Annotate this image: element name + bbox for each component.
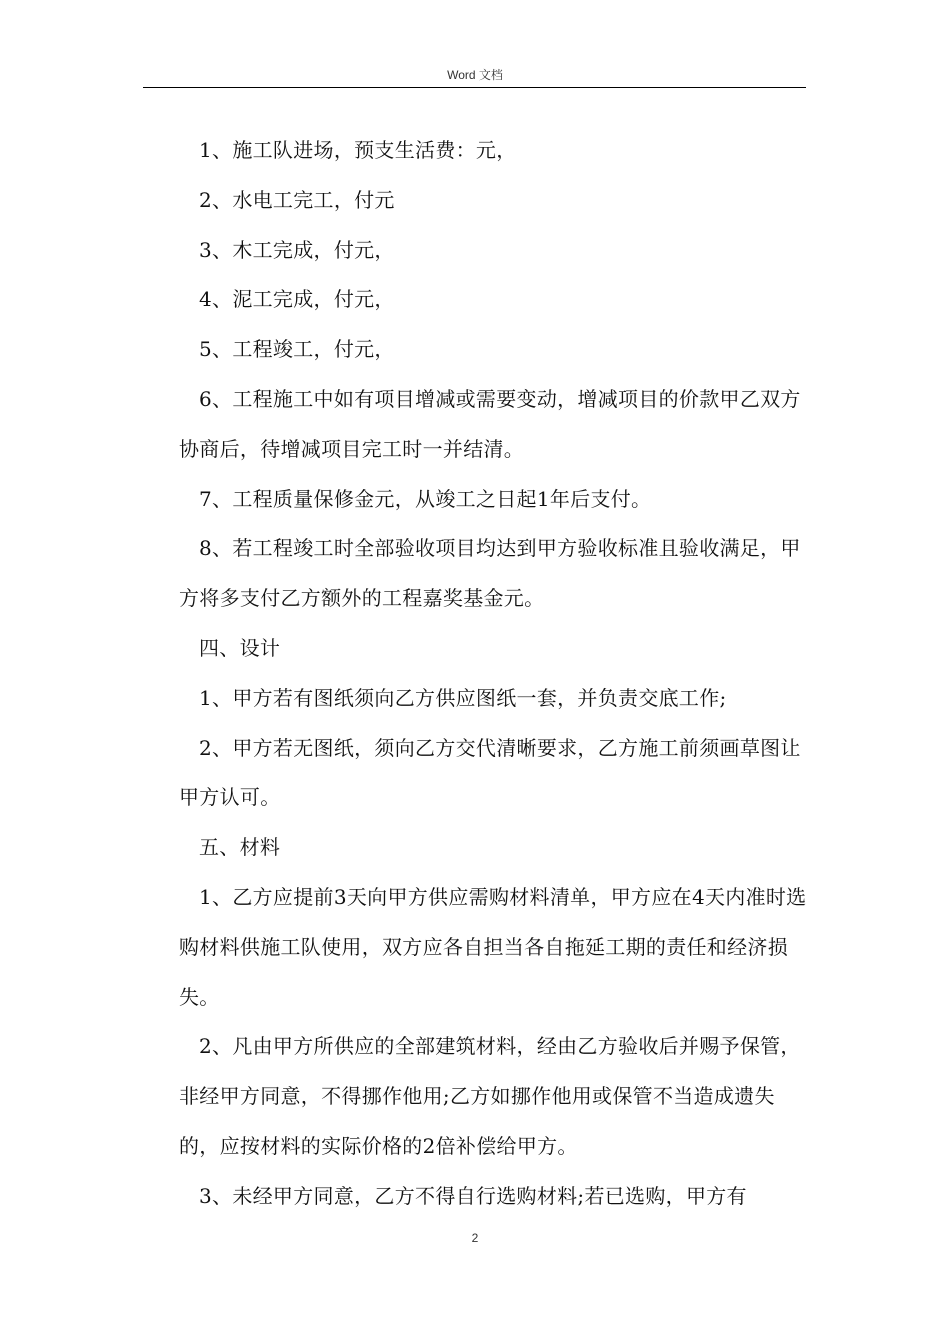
- paragraph-payment-6: 6、工程施工中如有项目增减或需要变动，增减项目的价款甲乙双方协商后，待增减项目完工时一并结清。: [179, 386, 801, 461]
- header-divider: [143, 87, 806, 88]
- paragraph-design-2: 2、甲方若无图纸，须向乙方交代清晰要求，乙方施工前须画草图让甲方认可。: [179, 735, 801, 810]
- paragraph-payment-3: 3、木工完成，付元，: [199, 237, 395, 262]
- paragraph-payment-2: 2、水电工完工，付元: [199, 187, 395, 212]
- paragraph-payment-5: 5、工程竣工，付元，: [199, 337, 395, 362]
- document-body: [179, 126, 809, 1222]
- paragraph-materials-1: 1、乙方应提前3天向甲方供应需购材料清单，甲方应在4天内准时选购材料供施工队使用，双方应各自担当各自拖延工期的责任和经济损失。: [179, 884, 807, 1009]
- section-heading-design: 四、设计: [199, 635, 281, 660]
- section-heading-materials: 五、材料: [199, 835, 281, 860]
- paragraph-payment-1: 1、施工队进场，预支生活费：元，: [199, 138, 517, 162]
- paragraph-payment-7: 7、工程质量保修金元，从竣工之日起1年后支付。: [199, 486, 652, 511]
- paragraph-payment-8: 8、若工程竣工时全部验收项目均达到甲方验收标准且验收满足，甲方将多支付乙方额外的工程嘉奖基金元。: [179, 536, 801, 611]
- paragraph-materials-2: 2、凡由甲方所供应的全部建筑材料，经由乙方验收后并赐予保管，非经甲方同意，不得挪作他用;乙方如挪作他用或保管不当造成遗失的，应按材料的实际价格的2倍补偿给甲方。: [179, 1034, 801, 1158]
- paragraph-materials-3: 3、未经甲方同意，乙方不得自行选购材料;若已选购，甲方有: [199, 1183, 747, 1208]
- paragraph-payment-4: 4、泥工完成，付元，: [199, 287, 395, 312]
- paragraph-design-1: 1、甲方若有图纸须向乙方供应图纸一套，并负责交底工作;: [199, 685, 727, 710]
- page-number: 2: [471, 1231, 479, 1245]
- document-header: Word 文档: [447, 68, 503, 82]
